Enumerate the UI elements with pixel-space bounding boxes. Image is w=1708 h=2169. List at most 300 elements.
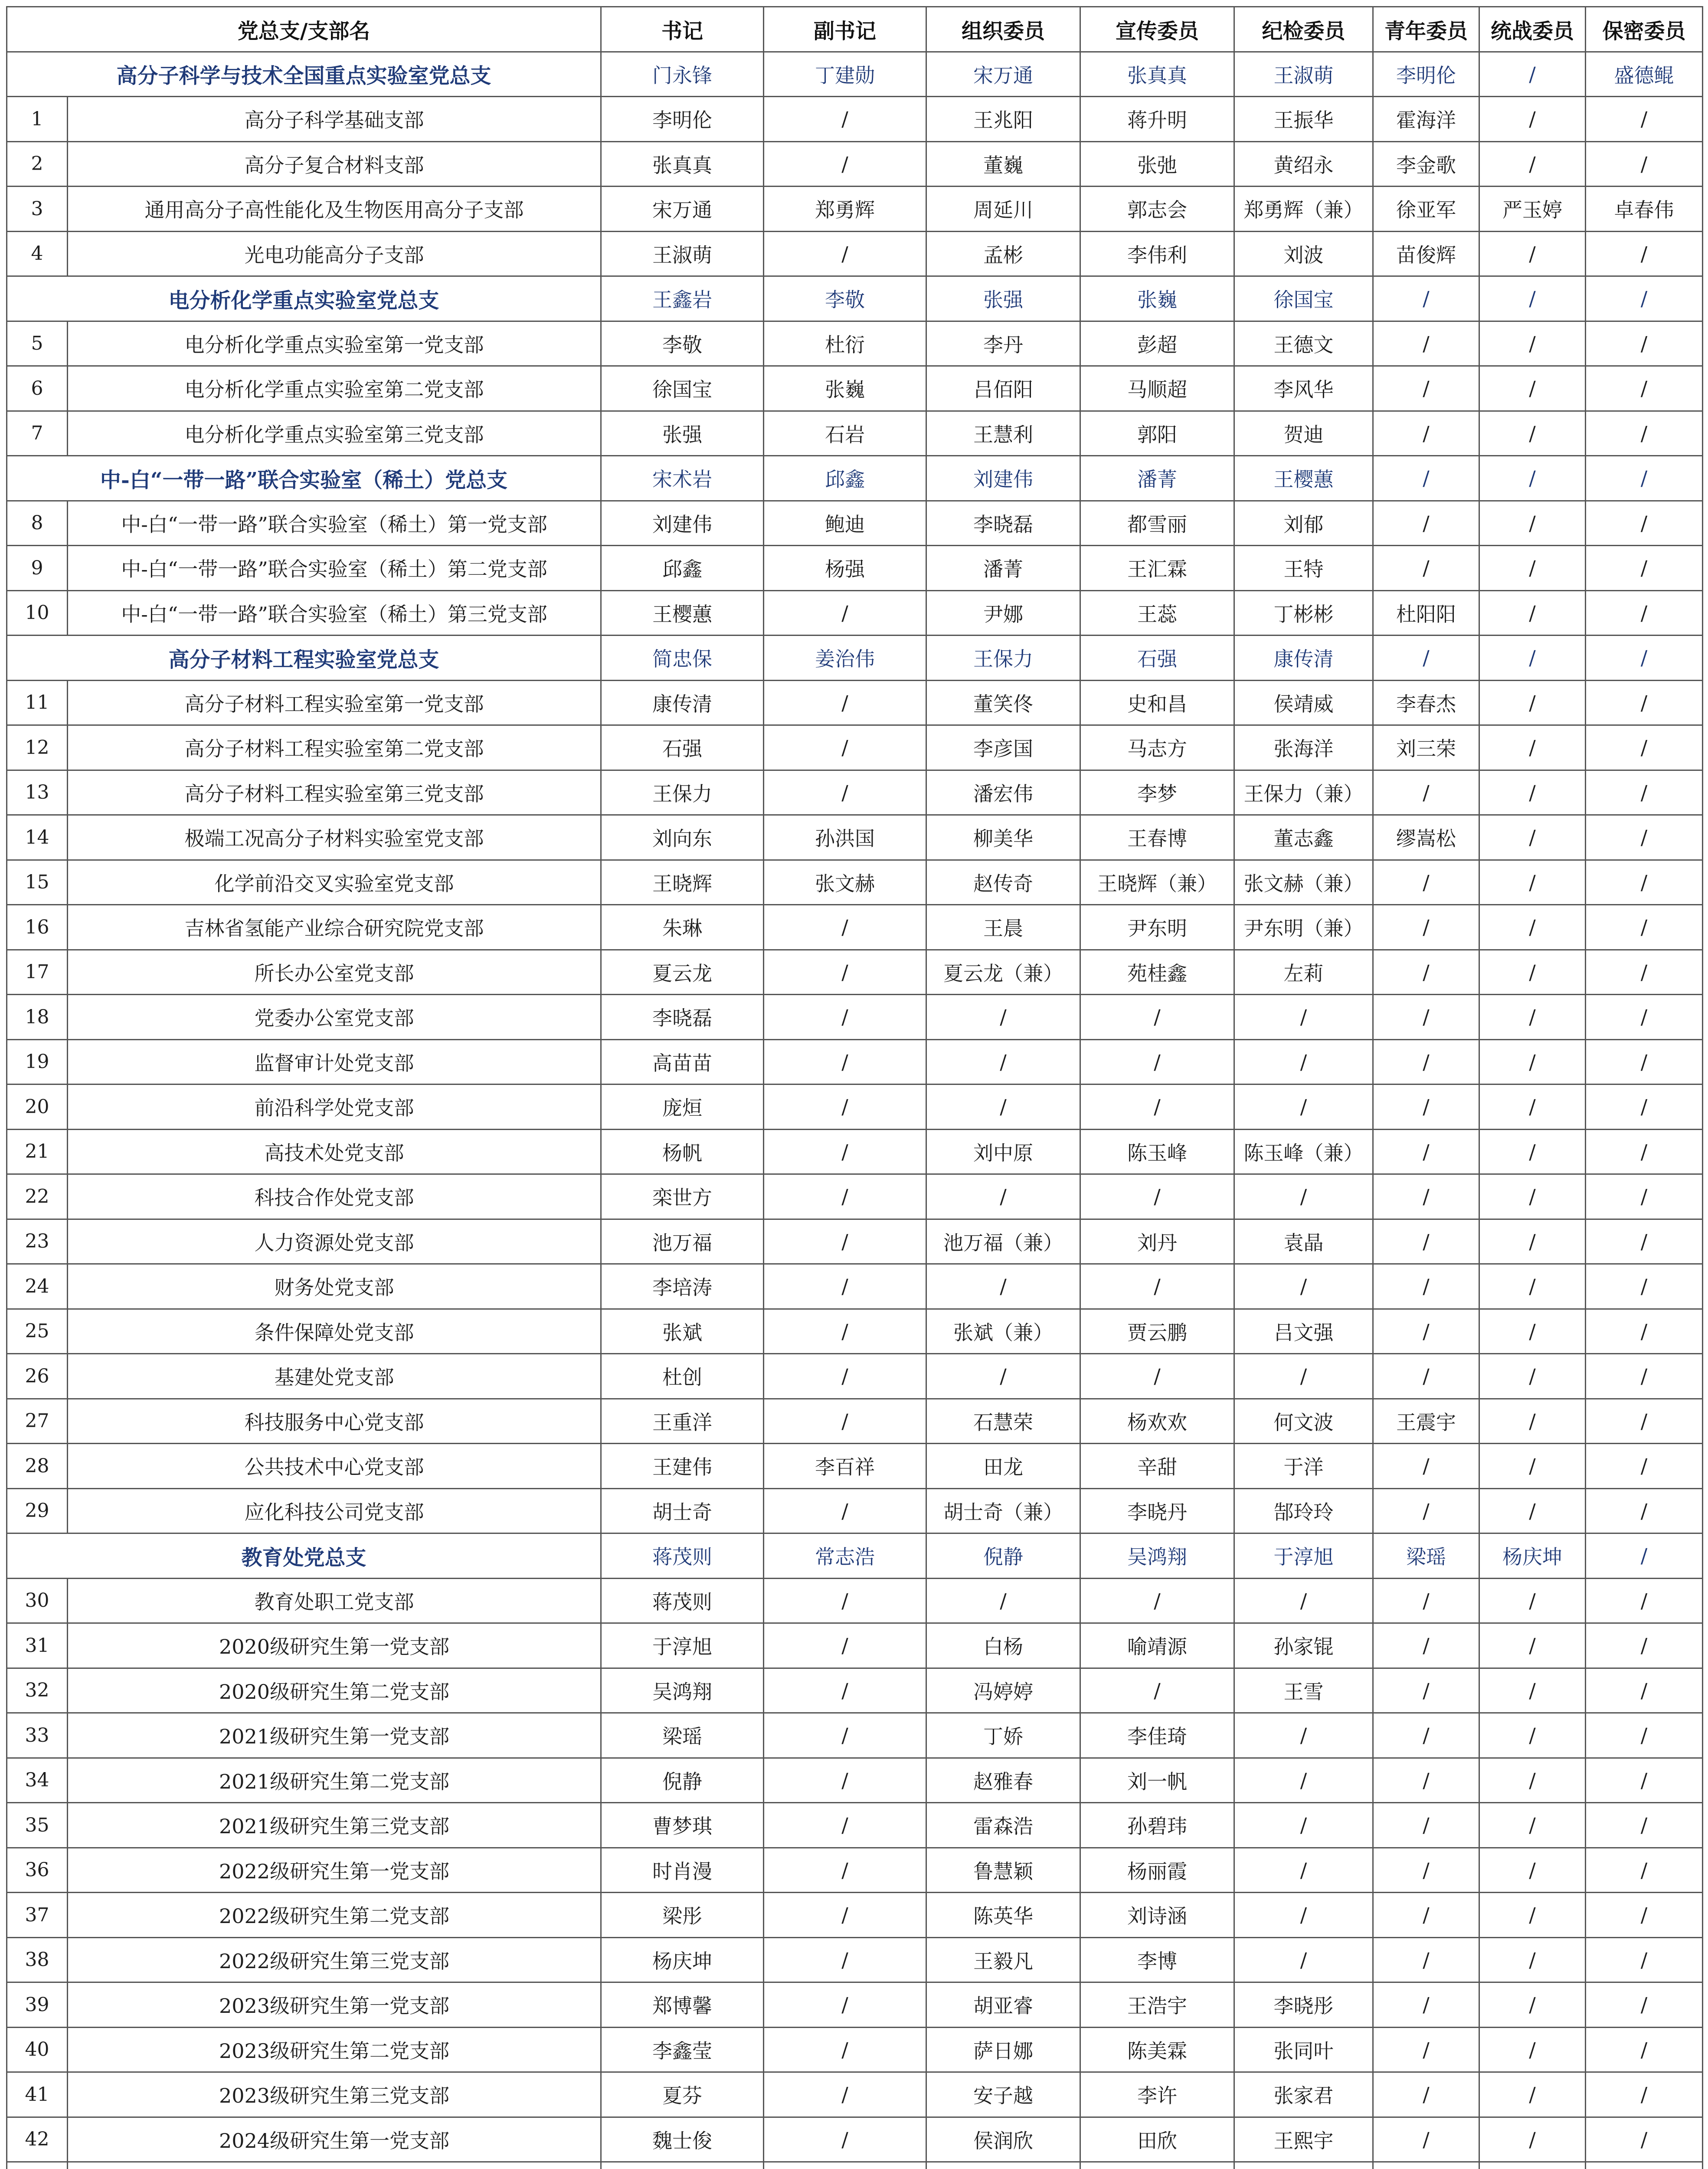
organization-member-cell: 刘中原 — [926, 1129, 1080, 1174]
united-front-member-cell: / — [1479, 2027, 1586, 2072]
united-front-member-cell: / — [1479, 546, 1586, 591]
deputy-secretary-cell: / — [764, 680, 926, 725]
deputy-secretary-cell — [764, 2162, 926, 2169]
branch-name: 2022级研究生第三党支部 — [68, 1937, 601, 1982]
branch-name: 电分析化学重点实验室第二党支部 — [68, 366, 601, 411]
deputy-secretary-cell: 鲍迪 — [764, 501, 926, 546]
secretary-cell: 张斌 — [601, 1309, 764, 1354]
secretary-cell: 王樱蕙 — [601, 590, 764, 636]
secretary-cell: 邱鑫 — [601, 546, 764, 591]
publicity-member-cell — [1080, 2162, 1234, 2169]
discipline-member-cell: 于淳旭 — [1234, 1533, 1373, 1579]
united-front-member-cell: / — [1479, 1488, 1586, 1533]
row-number: 37 — [7, 1893, 68, 1938]
discipline-member-cell: 尹东明（兼） — [1234, 905, 1373, 950]
row-number: 17 — [7, 950, 68, 995]
confidentiality-member-cell: / — [1586, 636, 1703, 681]
confidentiality-member-cell: / — [1586, 1803, 1703, 1848]
united-front-member-cell: / — [1479, 770, 1586, 815]
secretary-cell: 王保力 — [601, 770, 764, 815]
branch-name: 2022级研究生第一党支部 — [68, 1848, 601, 1893]
united-front-member-cell: / — [1479, 141, 1586, 187]
confidentiality-member-cell: / — [1586, 2072, 1703, 2117]
header-united-front-member: 统战委员 — [1479, 7, 1586, 52]
row-number: 3 — [7, 187, 68, 232]
group-name: 中-白“一带一路”联合实验室（稀土）党总支 — [7, 456, 601, 501]
deputy-secretary-cell: / — [764, 141, 926, 187]
united-front-member-cell: / — [1479, 1399, 1586, 1444]
confidentiality-member-cell: / — [1586, 1848, 1703, 1893]
united-front-member-cell: / — [1479, 1623, 1586, 1668]
row-number: 36 — [7, 1848, 68, 1893]
branch-name: 高技术处党支部 — [68, 1129, 601, 1174]
youth-member-cell: / — [1373, 1444, 1479, 1489]
confidentiality-member-cell: / — [1586, 1533, 1703, 1579]
row-number: 28 — [7, 1444, 68, 1489]
youth-member-cell: / — [1373, 276, 1479, 321]
deputy-secretary-cell: 李敬 — [764, 276, 926, 321]
row-number: 34 — [7, 1758, 68, 1803]
deputy-secretary-cell: / — [764, 1668, 926, 1713]
branch-name: 高分子材料工程实验室第三党支部 — [68, 770, 601, 815]
confidentiality-member-cell: / — [1586, 1758, 1703, 1803]
organization-member-cell: 石慧荣 — [926, 1399, 1080, 1444]
branch-name: 基建处党支部 — [68, 1354, 601, 1399]
confidentiality-member-cell: / — [1586, 276, 1703, 321]
table-row — [7, 1578, 1703, 1623]
table-row — [7, 1264, 1703, 1309]
confidentiality-member-cell: / — [1586, 1309, 1703, 1354]
youth-member-cell: / — [1373, 905, 1479, 950]
publicity-member-cell: 李梦 — [1080, 770, 1234, 815]
confidentiality-member-cell: / — [1586, 456, 1703, 501]
secretary-cell: 栾世方 — [601, 1174, 764, 1219]
discipline-member-cell: 吕文强 — [1234, 1309, 1373, 1354]
deputy-secretary-cell: / — [764, 2027, 926, 2072]
secretary-cell: 简忠保 — [601, 636, 764, 681]
deputy-secretary-cell: / — [764, 1174, 926, 1219]
organization-member-cell: / — [926, 1174, 1080, 1219]
row-number: 21 — [7, 1129, 68, 1174]
branch-name: 2021级研究生第三党支部 — [68, 1803, 601, 1848]
youth-member-cell: / — [1373, 1937, 1479, 1982]
secretary-cell: 蒋茂则 — [601, 1533, 764, 1579]
discipline-member-cell: / — [1234, 1937, 1373, 1982]
discipline-member-cell: / — [1234, 1084, 1373, 1130]
branch-name: 高分子材料工程实验室第一党支部 — [68, 680, 601, 725]
confidentiality-member-cell: / — [1586, 1399, 1703, 1444]
united-front-member-cell: / — [1479, 1039, 1586, 1084]
united-front-member-cell: / — [1479, 52, 1586, 97]
confidentiality-member-cell: / — [1586, 1084, 1703, 1130]
youth-member-cell: / — [1373, 1039, 1479, 1084]
publicity-member-cell: 李晓丹 — [1080, 1488, 1234, 1533]
secretary-cell: 王淑萌 — [601, 231, 764, 276]
deputy-secretary-cell: / — [764, 1937, 926, 1982]
discipline-member-cell — [1234, 2162, 1373, 2169]
discipline-member-cell: / — [1234, 995, 1373, 1040]
branch-name: 高分子复合材料支部 — [68, 141, 601, 187]
united-front-member-cell: / — [1479, 950, 1586, 995]
organization-member-cell: 池万福（兼） — [926, 1219, 1080, 1264]
deputy-secretary-cell: / — [764, 1758, 926, 1803]
deputy-secretary-cell: / — [764, 1488, 926, 1533]
united-front-member-cell: / — [1479, 97, 1586, 142]
publicity-member-cell: 杨欢欢 — [1080, 1399, 1234, 1444]
discipline-member-cell: / — [1234, 1848, 1373, 1893]
confidentiality-member-cell: / — [1586, 501, 1703, 546]
organization-member-cell: 李晓磊 — [926, 501, 1080, 546]
row-number: 10 — [7, 590, 68, 636]
table-row — [7, 321, 1703, 366]
youth-member-cell: 李金歌 — [1373, 141, 1479, 187]
secretary-cell: 刘建伟 — [601, 501, 764, 546]
organization-member-cell: 田龙 — [926, 1444, 1080, 1489]
row-number: 27 — [7, 1399, 68, 1444]
branch-name: 2020级研究生第一党支部 — [68, 1623, 601, 1668]
discipline-member-cell: 黄绍永 — [1234, 141, 1373, 187]
confidentiality-member-cell: / — [1586, 1129, 1703, 1174]
publicity-member-cell: 田欣 — [1080, 2117, 1234, 2162]
discipline-member-cell: 孙家锟 — [1234, 1623, 1373, 1668]
youth-member-cell: / — [1373, 1758, 1479, 1803]
youth-member-cell: / — [1373, 366, 1479, 411]
youth-member-cell: 霍海洋 — [1373, 97, 1479, 142]
youth-member-cell: / — [1373, 321, 1479, 366]
united-front-member-cell: / — [1479, 1803, 1586, 1848]
united-front-member-cell: / — [1479, 1713, 1586, 1758]
discipline-member-cell: / — [1234, 1039, 1373, 1084]
discipline-member-cell: 王樱蕙 — [1234, 456, 1373, 501]
organization-member-cell: 李彦国 — [926, 725, 1080, 770]
discipline-member-cell: 王振华 — [1234, 97, 1373, 142]
organization-member-cell: / — [926, 1264, 1080, 1309]
secretary-cell: 郑博馨 — [601, 1982, 764, 2028]
organization-member-cell: 潘宏伟 — [926, 770, 1080, 815]
secretary-cell: 王鑫岩 — [601, 276, 764, 321]
confidentiality-member-cell: / — [1586, 1623, 1703, 1668]
united-front-member-cell: / — [1479, 1219, 1586, 1264]
table-row — [7, 590, 1703, 636]
organization-member-cell: 孟彬 — [926, 231, 1080, 276]
row-number: 16 — [7, 905, 68, 950]
header-confidentiality-member: 保密委员 — [1586, 7, 1703, 52]
publicity-member-cell: 张真真 — [1080, 52, 1234, 97]
discipline-member-cell: / — [1234, 1354, 1373, 1399]
row-number: 32 — [7, 1668, 68, 1713]
secretary-cell: 门永锋 — [601, 52, 764, 97]
row-number: 41 — [7, 2072, 68, 2117]
confidentiality-member-cell: / — [1586, 725, 1703, 770]
united-front-member-cell: / — [1479, 2117, 1586, 2162]
discipline-member-cell: / — [1234, 1713, 1373, 1758]
discipline-member-cell: / — [1234, 1893, 1373, 1938]
row-number: 11 — [7, 680, 68, 725]
header-deputy-secretary: 副书记 — [764, 7, 926, 52]
deputy-secretary-cell: / — [764, 1803, 926, 1848]
secretary-cell: 朱琳 — [601, 905, 764, 950]
united-front-member-cell: 严玉婷 — [1479, 187, 1586, 232]
discipline-member-cell: 王德文 — [1234, 321, 1373, 366]
group-row — [7, 52, 1703, 97]
row-number: 8 — [7, 501, 68, 546]
deputy-secretary-cell: / — [764, 97, 926, 142]
secretary-cell: 蒋茂则 — [601, 1578, 764, 1623]
group-row — [7, 636, 1703, 681]
table-row — [7, 1084, 1703, 1130]
deputy-secretary-cell: / — [764, 1129, 926, 1174]
row-number: 42 — [7, 2117, 68, 2162]
table-row — [7, 2117, 1703, 2162]
table-row — [7, 2072, 1703, 2117]
deputy-secretary-cell: / — [764, 995, 926, 1040]
deputy-secretary-cell: / — [764, 1354, 926, 1399]
youth-member-cell: / — [1373, 1084, 1479, 1130]
branch-name: 光电功能高分子支部 — [68, 231, 601, 276]
deputy-secretary-cell: 杜衍 — [764, 321, 926, 366]
youth-member-cell: / — [1373, 411, 1479, 456]
youth-member-cell: 李明伦 — [1373, 52, 1479, 97]
united-front-member-cell: / — [1479, 501, 1586, 546]
organization-member-cell: 夏云龙（兼） — [926, 950, 1080, 995]
organization-member-cell: 李丹 — [926, 321, 1080, 366]
group-row — [7, 276, 1703, 321]
publicity-member-cell: 张巍 — [1080, 276, 1234, 321]
deputy-secretary-cell: 张巍 — [764, 366, 926, 411]
confidentiality-member-cell: / — [1586, 411, 1703, 456]
united-front-member-cell: / — [1479, 2072, 1586, 2117]
party-committee-table — [6, 6, 1703, 2169]
secretary-cell: 池万福 — [601, 1219, 764, 1264]
table-row — [7, 770, 1703, 815]
table-row — [7, 366, 1703, 411]
youth-member-cell: 李春杰 — [1373, 680, 1479, 725]
publicity-member-cell: 刘丹 — [1080, 1219, 1234, 1264]
publicity-member-cell: 李伟利 — [1080, 231, 1234, 276]
deputy-secretary-cell: / — [764, 1219, 926, 1264]
branch-name: 应化科技公司党支部 — [68, 1488, 601, 1533]
publicity-member-cell: 刘一帆 — [1080, 1758, 1234, 1803]
organization-member-cell: 刘建伟 — [926, 456, 1080, 501]
deputy-secretary-cell: / — [764, 1982, 926, 2028]
deputy-secretary-cell: 张文赫 — [764, 860, 926, 905]
youth-member-cell: / — [1373, 1264, 1479, 1309]
secretary-cell: 夏云龙 — [601, 950, 764, 995]
confidentiality-member-cell: / — [1586, 1713, 1703, 1758]
organization-member-cell: 宋万通 — [926, 52, 1080, 97]
united-front-member-cell: / — [1479, 1937, 1586, 1982]
secretary-cell: 李明伦 — [601, 97, 764, 142]
publicity-member-cell: 马志方 — [1080, 725, 1234, 770]
row-number: 6 — [7, 366, 68, 411]
united-front-member-cell: / — [1479, 321, 1586, 366]
branch-name: 2020级研究生第二党支部 — [68, 1668, 601, 1713]
publicity-member-cell: 李许 — [1080, 2072, 1234, 2117]
branch-name: 2021级研究生第二党支部 — [68, 1758, 601, 1803]
group-name: 高分子材料工程实验室党总支 — [7, 636, 601, 681]
united-front-member-cell: / — [1479, 1264, 1586, 1309]
youth-member-cell: / — [1373, 1174, 1479, 1219]
organization-member-cell: 王兆阳 — [926, 97, 1080, 142]
table-row — [7, 1937, 1703, 1982]
table-row — [7, 501, 1703, 546]
organization-member-cell: / — [926, 1354, 1080, 1399]
confidentiality-member-cell: / — [1586, 141, 1703, 187]
confidentiality-member-cell: / — [1586, 680, 1703, 725]
secretary-cell: 高苗苗 — [601, 1039, 764, 1084]
secretary-cell: 杜创 — [601, 1354, 764, 1399]
confidentiality-member-cell: / — [1586, 1578, 1703, 1623]
united-front-member-cell — [1479, 2162, 1586, 2169]
table-row — [7, 1803, 1703, 1848]
organization-member-cell: 赵雅春 — [926, 1758, 1080, 1803]
youth-member-cell: / — [1373, 456, 1479, 501]
branch-name: 所长办公室党支部 — [68, 950, 601, 995]
secretary-cell: 李鑫莹 — [601, 2027, 764, 2072]
header-organization-member: 组织委员 — [926, 7, 1080, 52]
discipline-member-cell: 徐国宝 — [1234, 276, 1373, 321]
table-row — [7, 1354, 1703, 1399]
united-front-member-cell: / — [1479, 680, 1586, 725]
secretary-cell: 胡士奇 — [601, 1488, 764, 1533]
organization-member-cell: 董巍 — [926, 141, 1080, 187]
publicity-member-cell: / — [1080, 1174, 1234, 1219]
row-number: 1 — [7, 97, 68, 142]
table-row — [7, 1982, 1703, 2028]
deputy-secretary-cell: / — [764, 2072, 926, 2117]
header-discipline-member: 纪检委员 — [1234, 7, 1373, 52]
table-row — [7, 546, 1703, 591]
row-number: 14 — [7, 815, 68, 860]
youth-member-cell: / — [1373, 1578, 1479, 1623]
table-row — [7, 1174, 1703, 1219]
publicity-member-cell: 刘诗涵 — [1080, 1893, 1234, 1938]
united-front-member-cell: / — [1479, 1668, 1586, 1713]
organization-member-cell: 王慧利 — [926, 411, 1080, 456]
organization-member-cell: 周延川 — [926, 187, 1080, 232]
table-row — [7, 950, 1703, 995]
organization-member-cell: 雷森浩 — [926, 1803, 1080, 1848]
youth-member-cell: 刘三荣 — [1373, 725, 1479, 770]
branch-name: 高分子材料工程实验室第二党支部 — [68, 725, 601, 770]
row-number: 22 — [7, 1174, 68, 1219]
publicity-member-cell: 张弛 — [1080, 141, 1234, 187]
table-row — [7, 1713, 1703, 1758]
publicity-member-cell: 彭超 — [1080, 321, 1234, 366]
branch-name: 通用高分子高性能化及生物医用高分子支部 — [68, 187, 601, 232]
deputy-secretary-cell: / — [764, 770, 926, 815]
deputy-secretary-cell: / — [764, 1309, 926, 1354]
discipline-member-cell: 郜玲玲 — [1234, 1488, 1373, 1533]
table-row — [7, 995, 1703, 1040]
discipline-member-cell: 陈玉峰（兼） — [1234, 1129, 1373, 1174]
branch-name: 极端工况高分子材料实验室党支部 — [68, 815, 601, 860]
branch-name: 监督审计处党支部 — [68, 1039, 601, 1084]
branch-name: 科技合作处党支部 — [68, 1174, 601, 1219]
secretary-cell: 宋万通 — [601, 187, 764, 232]
organization-member-cell: 鲁慧颖 — [926, 1848, 1080, 1893]
branch-name: 财务处党支部 — [68, 1264, 601, 1309]
publicity-member-cell: 蒋升明 — [1080, 97, 1234, 142]
confidentiality-member-cell: / — [1586, 995, 1703, 1040]
publicity-member-cell: 王晓辉（兼） — [1080, 860, 1234, 905]
publicity-member-cell: 尹东明 — [1080, 905, 1234, 950]
group-row — [7, 1533, 1703, 1579]
youth-member-cell: / — [1373, 1129, 1479, 1174]
united-front-member-cell: / — [1479, 860, 1586, 905]
row-number: 2 — [7, 141, 68, 187]
table-row — [7, 1444, 1703, 1489]
discipline-member-cell: / — [1234, 1578, 1373, 1623]
secretary-cell: 倪静 — [601, 1758, 764, 1803]
organization-member-cell: 潘菁 — [926, 546, 1080, 591]
confidentiality-member-cell: / — [1586, 546, 1703, 591]
row-number: 24 — [7, 1264, 68, 1309]
publicity-member-cell: 吴鸿翔 — [1080, 1533, 1234, 1579]
secretary-cell: 李培涛 — [601, 1264, 764, 1309]
secretary-cell: 魏士俊 — [601, 2117, 764, 2162]
deputy-secretary-cell: 常志浩 — [764, 1533, 926, 1579]
organization-member-cell: / — [926, 995, 1080, 1040]
youth-member-cell: / — [1373, 1893, 1479, 1938]
confidentiality-member-cell: / — [1586, 1488, 1703, 1533]
row-number: 33 — [7, 1713, 68, 1758]
table-row — [7, 1129, 1703, 1174]
deputy-secretary-cell: / — [764, 1893, 926, 1938]
secretary-cell: 刘向东 — [601, 815, 764, 860]
table-row — [7, 231, 1703, 276]
secretary-cell: 曹梦琪 — [601, 1803, 764, 1848]
row-number: 7 — [7, 411, 68, 456]
table-row — [7, 1893, 1703, 1938]
row-number: 30 — [7, 1578, 68, 1623]
deputy-secretary-cell: / — [764, 1623, 926, 1668]
secretary-cell: 张强 — [601, 411, 764, 456]
publicity-member-cell: / — [1080, 1084, 1234, 1130]
row-number: 23 — [7, 1219, 68, 1264]
deputy-secretary-cell: 郑勇辉 — [764, 187, 926, 232]
header-publicity-member: 宣传委员 — [1080, 7, 1234, 52]
row-number: 13 — [7, 770, 68, 815]
youth-member-cell: / — [1373, 1488, 1479, 1533]
secretary-cell: 张真真 — [601, 141, 764, 187]
table-row — [7, 1219, 1703, 1264]
discipline-member-cell: 刘波 — [1234, 231, 1373, 276]
secretary-cell: 王晓辉 — [601, 860, 764, 905]
publicity-member-cell: 杨丽霞 — [1080, 1848, 1234, 1893]
branch-name: 前沿科学处党支部 — [68, 1084, 601, 1130]
secretary-cell: 吴鸿翔 — [601, 1668, 764, 1713]
branch-name: 2024级研究生第一党支部 — [68, 2117, 601, 2162]
branch-name: 公共技术中心党支部 — [68, 1444, 601, 1489]
discipline-member-cell: 张文赫（兼） — [1234, 860, 1373, 905]
table-row — [7, 1399, 1703, 1444]
youth-member-cell: / — [1373, 1982, 1479, 2028]
discipline-member-cell: 左莉 — [1234, 950, 1373, 995]
secretary-cell — [601, 2162, 764, 2169]
publicity-member-cell: 王汇霖 — [1080, 546, 1234, 591]
publicity-member-cell: 李博 — [1080, 1937, 1234, 1982]
row-number: 29 — [7, 1488, 68, 1533]
confidentiality-member-cell: / — [1586, 1264, 1703, 1309]
discipline-member-cell: 李晓彤 — [1234, 1982, 1373, 2028]
row-number: 19 — [7, 1039, 68, 1084]
youth-member-cell: / — [1373, 1713, 1479, 1758]
publicity-member-cell: 陈玉峰 — [1080, 1129, 1234, 1174]
secretary-cell: 于淳旭 — [601, 1623, 764, 1668]
group-row — [7, 456, 1703, 501]
confidentiality-member-cell: / — [1586, 950, 1703, 995]
